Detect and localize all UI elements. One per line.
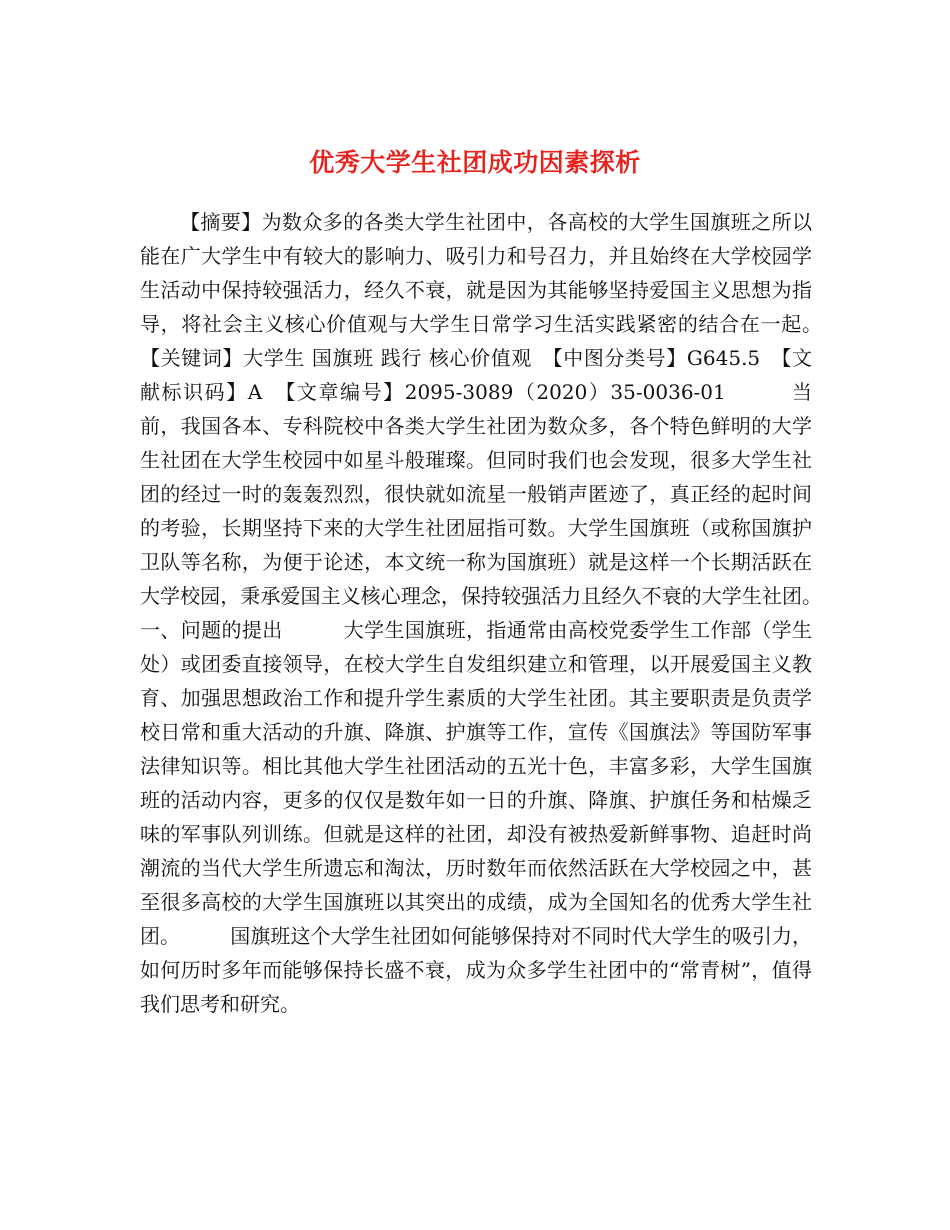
document-title: 优秀大学生社团成功因素探析 [309, 147, 641, 177]
document-body-paragraph: 【摘要】为数众多的各类大学生社团中，各高校的大学生国旗班之所以能在广大学生中有较大的影响力、吸引力和号召力，并且始终在大学校园学生活动中保持较强活力，经久不衰，就是因为其能够坚持爱国主义思想为指导，将社会主义核心价值观与大学生日常学习生活实践紧密的结合在一起。 【关键词】大学生 国旗班 践行 核心价值观 【中图分类号】G645.5 【文献标识码】A 【文章编号】2095-3089（2020）35-0036-01 当前，我国各本、专科院校中各类大学生社团为数众多，各个特色鲜明的大学生社团在大学生校园中如星斗般璀璨。但同时我们也会发现，很多大学生社团的经过一时的轰轰烈烈，很快就如流星一般销声匿迹了，真正经的起时间的考验，长期坚持下来的大学生社团屈指可数。大学生国旗班（或称国旗护卫队等名称，为便于论述，本文统一称为国旗班）就是这样一个长期活跃在大学校园，秉承爱国主义核心理念，保持较强活力且经久不衰的大学生社团。 一、问题的提出 大学生国旗班，指通常由高校党委学生工作部（学生处）或团委直接领导，在校大学生自发组织建立和管理，以开展爱国主义教育、加强思想政治工作和提升学生素质的大学生社团。其主要职责是负责学校日常和重大活动的升旗、降旗、护旗等工作，宣传《国旗法》等国防军事法律知识等。相比其他大学生社团活动的五光十色，丰富多彩，大学生国旗班的活动内容，更多的仅仅是数年如一日的升旗、降旗、护旗任务和枯燥乏味的军事队列训练。但就是这样的社团，却没有被热爱新鲜事物、追赶时尚潮流的当代大学生所遗忘和淘汰，历时数年而依然活跃在大学校园之中，甚至很多高校的大学生国旗班以其突出的成绩，成为全国知名的优秀大学生社团。 国旗班这个大学生社团如何能够保持对不同时代大学生的吸引力，如何历时多年而能够保持长盛不衰，成为众多学生社团中的“常青树”，值得我们思考和研究。 [140, 210, 872, 1016]
